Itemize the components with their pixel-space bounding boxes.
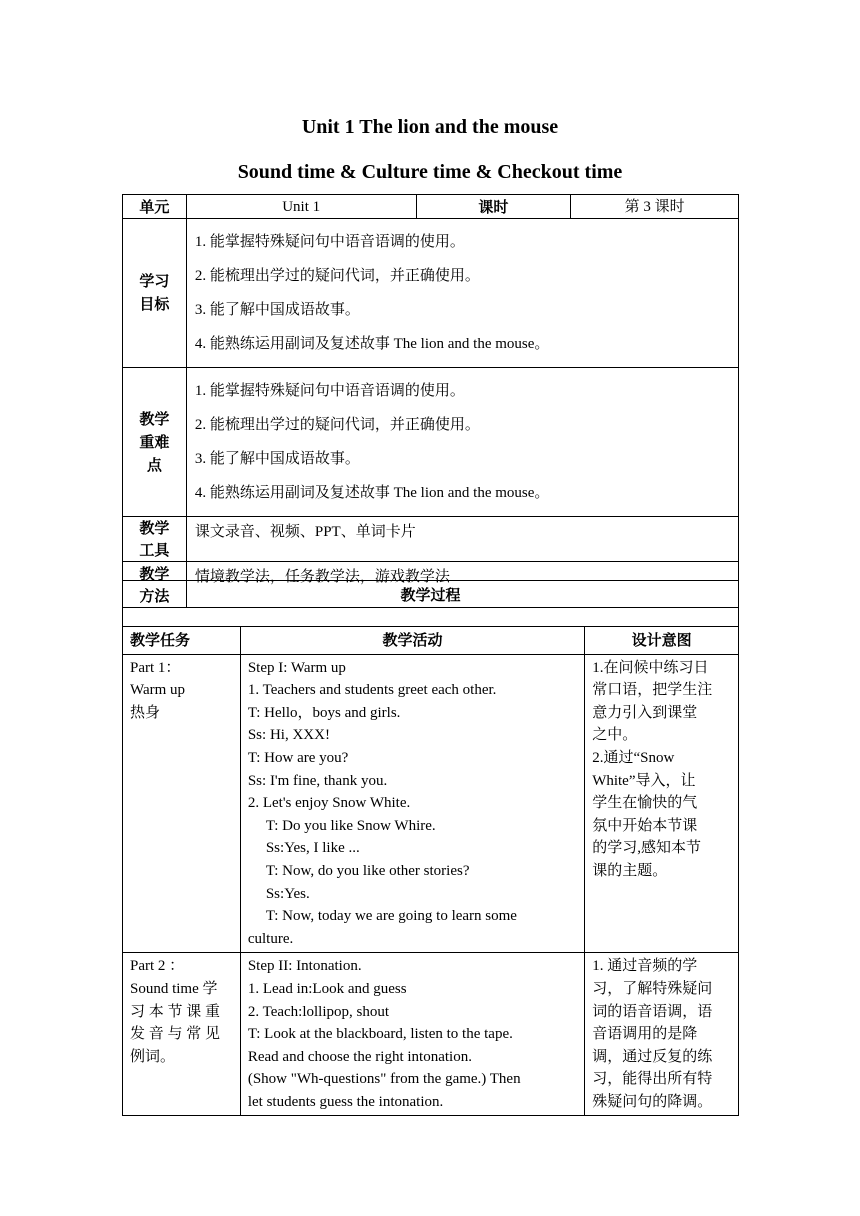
intent-line: 词的语音语调，语 bbox=[592, 1003, 713, 1020]
unit-label: 单元 bbox=[123, 195, 187, 219]
goal-item: 1. 能掌握特殊疑问句中语音语调的使用。 bbox=[194, 234, 465, 250]
intent-cell bbox=[585, 953, 739, 1116]
activity-line: Step I: Warm up bbox=[247, 659, 346, 676]
activity-line: T: Hello，boys and girls. bbox=[247, 704, 401, 721]
tools-value: 课文录音、视频、PPT、单词卡片 bbox=[186, 517, 738, 562]
activity-cell bbox=[240, 654, 584, 953]
task-line: Part 2 ： bbox=[130, 958, 185, 975]
activity-line: Read and choose the right intonation. bbox=[247, 1048, 472, 1065]
intent-line: 殊疑问句的降调。 bbox=[592, 1093, 713, 1110]
period-value: 第 3 课时 bbox=[571, 195, 739, 219]
goals-label: 学习目标 bbox=[123, 219, 187, 368]
intent-line: 意力引入到课堂 bbox=[592, 704, 698, 721]
key-point-item: 2. 能梳理出学过的疑问代词，并正确使用。 bbox=[194, 417, 480, 433]
goal-item: 2. 能梳理出学过的疑问代词，并正确使用。 bbox=[194, 268, 480, 284]
key-points-list bbox=[186, 368, 738, 517]
activity-line: 2. Let's enjoy Snow White. bbox=[247, 795, 411, 812]
activity-line: Ss:Yes, I like ... bbox=[265, 840, 360, 857]
col-intent-header: 设计意图 bbox=[585, 627, 739, 655]
task-line: Warm up bbox=[130, 682, 186, 699]
key-point-item: 1. 能掌握特殊疑问句中语音语调的使用。 bbox=[194, 383, 465, 399]
activity-line: T: Do you like Snow Whire. bbox=[265, 817, 436, 834]
process-banner: 教学过程 bbox=[122, 580, 739, 626]
activity-line: T: Now, today we are going to learn some bbox=[265, 908, 517, 925]
unit-row bbox=[123, 195, 739, 219]
goal-item: 3. 能了解中国成语故事。 bbox=[194, 302, 360, 318]
activity-line: 1. Teachers and students greet each other. bbox=[247, 682, 497, 699]
lesson-info-table bbox=[122, 194, 739, 608]
intent-line: 常口语，把学生注 bbox=[592, 682, 713, 699]
intent-line: White”导入，让 bbox=[592, 772, 696, 789]
activity-line: Ss: Hi, XXX! bbox=[247, 727, 330, 744]
process-table bbox=[122, 626, 739, 1116]
intent-line: 音语调用的是降 bbox=[592, 1026, 698, 1043]
activity-line: culture. bbox=[247, 930, 294, 947]
activity-line: T: Now, do you like other stories? bbox=[265, 862, 470, 879]
task-line: 例词。 bbox=[130, 1048, 176, 1065]
activity-line: T: Look at the blackboard, listen to the tape. bbox=[247, 1026, 513, 1043]
task-line: Sound time 学 bbox=[130, 980, 218, 997]
activity-line: (Show "Wh-questions" from the game.) Then bbox=[247, 1071, 521, 1088]
task-line: 习 本 节 课 重 bbox=[130, 1003, 221, 1020]
intent-line: 之中。 bbox=[592, 727, 638, 744]
intent-line: 习，能得出所有特 bbox=[592, 1071, 713, 1088]
activity-line: 2. Teach:lollipop, shout bbox=[247, 1003, 390, 1020]
process-header-row bbox=[123, 627, 739, 655]
intent-line: 课的主题。 bbox=[592, 862, 668, 879]
intent-line: 的学习,感知本节 bbox=[592, 840, 701, 857]
col-activity-header: 教学活动 bbox=[240, 627, 584, 655]
activity-line: T: How are you? bbox=[247, 749, 349, 766]
document-subtitle: Sound time & Culture time & Checkout time bbox=[237, 161, 623, 183]
intent-line: 1. 通过音频的学 bbox=[592, 958, 698, 975]
process-row-warmup bbox=[123, 654, 739, 953]
col-task-header: 教学任务 bbox=[123, 627, 241, 655]
intent-line: 2.通过“Snow bbox=[592, 749, 675, 766]
process-row-sound-time bbox=[123, 953, 739, 1116]
goals-row bbox=[123, 219, 739, 368]
intent-line: 调，通过反复的练 bbox=[592, 1048, 713, 1065]
key-points-label: 教学重难点 bbox=[123, 368, 187, 517]
goals-list bbox=[186, 219, 738, 368]
task-cell bbox=[123, 953, 241, 1116]
intent-line: 1.在问候中练习日 bbox=[592, 659, 709, 676]
key-point-item: 3. 能了解中国成语故事。 bbox=[194, 451, 360, 467]
intent-line: 习，了解特殊疑问 bbox=[592, 980, 713, 997]
activity-line: Step II: Intonation. bbox=[247, 958, 362, 975]
intent-line: 学生在愉快的气 bbox=[592, 795, 698, 812]
task-line: 热身 bbox=[130, 704, 161, 721]
unit-value: Unit 1 bbox=[186, 195, 416, 219]
key-points-row bbox=[123, 368, 739, 517]
goal-item: 4. 能熟练运用副词及复述故事 The lion and the mouse。 bbox=[194, 336, 550, 352]
task-line: Part 1： bbox=[130, 659, 181, 676]
methods-value: 情境教学法，任务教学法，游戏教学法 bbox=[186, 562, 738, 608]
key-point-item: 4. 能熟练运用副词及复述故事 The lion and the mouse。 bbox=[194, 485, 550, 501]
task-cell bbox=[123, 654, 241, 953]
activity-cell bbox=[240, 953, 584, 1116]
activity-line: let students guess the intonation. bbox=[247, 1093, 444, 1110]
activity-line: Ss:Yes. bbox=[265, 885, 310, 902]
intent-line: 氛中开始本节课 bbox=[592, 817, 698, 834]
tools-label: 教学工具 bbox=[123, 517, 187, 562]
task-line: 发 音 与 常 见 bbox=[130, 1026, 221, 1043]
period-label: 课时 bbox=[416, 195, 571, 219]
intent-cell bbox=[585, 654, 739, 953]
tools-row bbox=[123, 517, 739, 562]
activity-line: Ss: I'm fine, thank you. bbox=[247, 772, 388, 789]
document-title: Unit 1 The lion and the mouse bbox=[301, 116, 559, 138]
activity-line: 1. Lead in:Look and guess bbox=[247, 980, 407, 997]
methods-label: 教学方法 bbox=[123, 562, 187, 608]
